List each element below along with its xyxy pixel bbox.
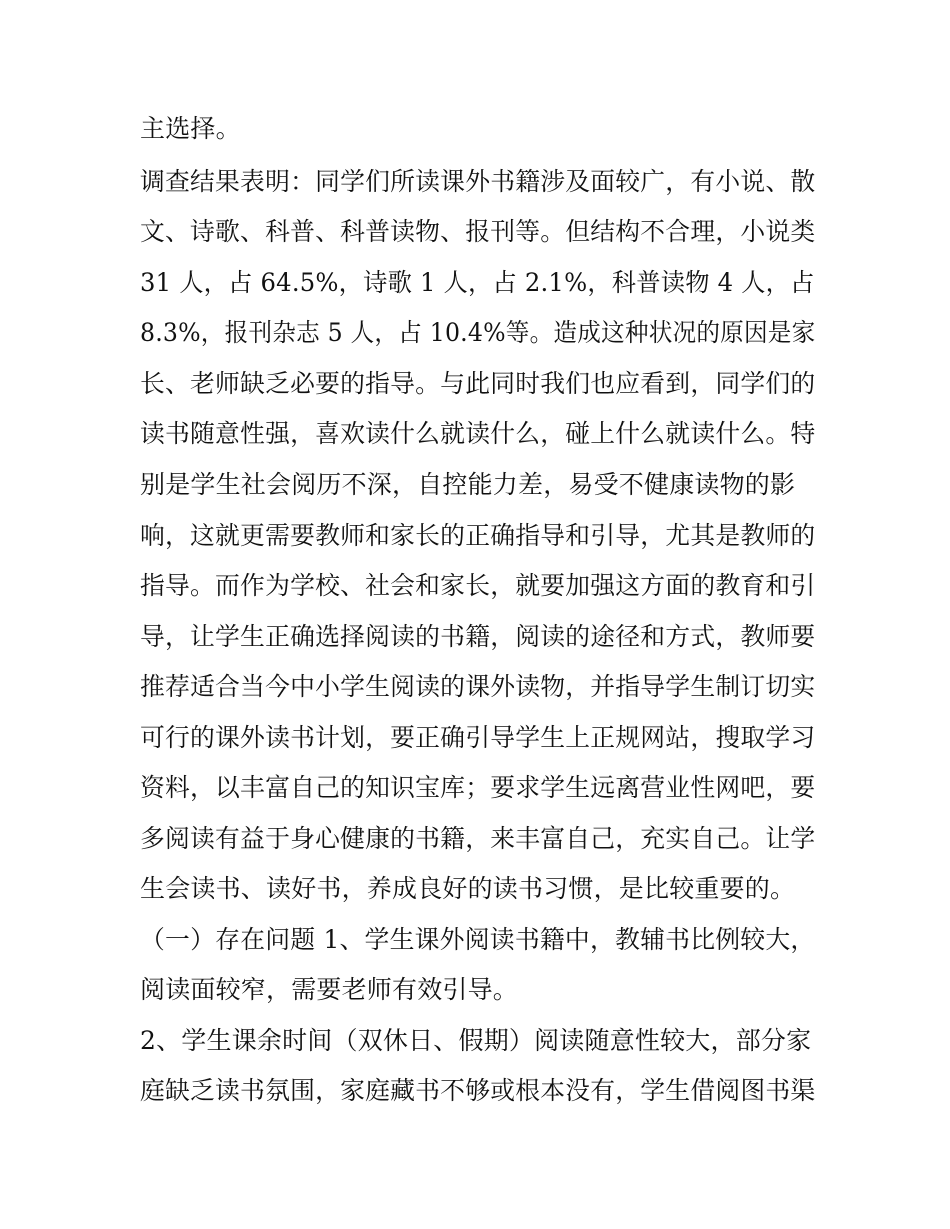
- text-line: 阅读面较窄，需要老师有效引导。: [140, 975, 519, 1004]
- text-line: 多阅读有益于身心健康的书籍，来丰富自己，充实自己。让学: [140, 824, 816, 853]
- text-line: 8.3%，报刊杂志 5 人，占 10.4%等。造成这种状况的原因是家: [140, 318, 816, 347]
- text-line: 资料，以丰富自己的知识宝库；要求学生远离营业性网吧，要: [140, 773, 816, 802]
- text-line: 读书随意性强，喜欢读什么就读什么，碰上什么就读什么。特: [140, 419, 816, 448]
- text-line: 可行的课外读书计划，要正确引导学生上正规网站，搜取学习: [140, 723, 816, 752]
- text-line: 调查结果表明：同学们所读课外书籍涉及面较广，有小说、散: [140, 167, 816, 196]
- text-line: 文、诗歌、科普、科普读物、报刊等。但结构不合理，小说类: [140, 217, 816, 246]
- text-line: 生会读书、读好书，养成良好的读书习惯，是比较重要的。: [140, 874, 796, 903]
- text-line: 别是学生社会阅历不深，自控能力差，易受不健康读物的影: [140, 470, 796, 499]
- text-line: 长、老师缺乏必要的指导。与此同时我们也应看到，同学们的: [140, 369, 816, 398]
- text-line: 31 人，占 64.5%，诗歌 1 人，占 2.1%，科普读物 4 人，占: [140, 268, 815, 297]
- text-line: 庭缺乏读书氛围，家庭藏书不够或根本没有，学生借阅图书渠: [140, 1076, 816, 1105]
- text-line: 推荐适合当今中小学生阅读的课外读物，并指导学生制订切实: [140, 672, 816, 701]
- section-heading-line: （一）存在问题 1、学生课外阅读书籍中，教辅书比例较大，: [140, 925, 816, 954]
- text-line: 指导。而作为学校、社会和家长，就要加强这方面的教育和引: [140, 571, 816, 600]
- text-line: 导，让学生正确选择阅读的书籍，阅读的途径和方式，教师要: [140, 622, 816, 651]
- text-line: 响，这就更需要教师和家长的正确指导和引导，尤其是教师的: [140, 521, 816, 550]
- text-line: 主选择。: [140, 114, 241, 143]
- text-line: 2、学生课余时间（双休日、假期）阅读随意性较大，部分家: [140, 1026, 812, 1055]
